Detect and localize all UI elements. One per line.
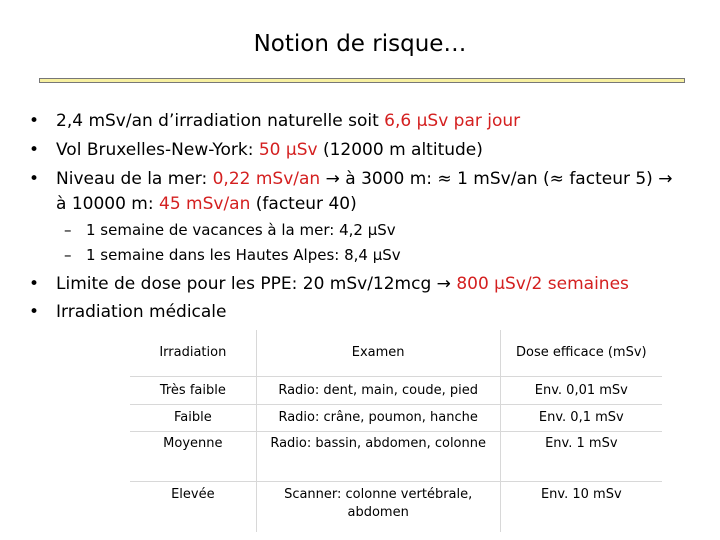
- sub-bullet-sea-holiday: – 1 semaine de vacances à la mer: 4,2 µSv: [86, 219, 706, 241]
- bullet-highlight: 0,22 mSv/an: [212, 169, 321, 189]
- bullet-natural-irradiation: [56, 109, 696, 134]
- bullet-highlight: 50 µSv: [258, 140, 318, 160]
- bullet-highlight: 45 mSv/an: [159, 194, 251, 214]
- cell-dose: Env. 0,01 mSv: [500, 377, 662, 405]
- table-row: [130, 482, 662, 533]
- cell-irradiation: Faible: [130, 405, 256, 432]
- cell-examen: Scanner: colonne vertébrale, abdomen: [256, 482, 500, 533]
- cell-irradiation: Elevée: [130, 482, 256, 533]
- cell-dose: Env. 10 mSv: [540, 487, 622, 502]
- bullet-highlight: 6,6 µSv par jour: [384, 111, 521, 131]
- bullet-flight: [56, 138, 696, 163]
- cell-examen: Radio: dent, main, coude, pied: [256, 377, 500, 405]
- cell-examen: Radio: bassin, abdomen, colonne: [256, 432, 500, 482]
- cell-irradiation: Très faible: [130, 377, 256, 405]
- table-row: [130, 432, 662, 482]
- cell-dose: Env. 0,1 mSv: [500, 405, 662, 432]
- bullet-text: → à 3000 m: ≈ 1 mSv/an (≈ facteur 5) → à 10000 m:: [56, 169, 673, 214]
- cell-irradiation: Moyenne: [130, 432, 256, 482]
- cell-examen: Radio: crâne, poumon, hanche: [256, 405, 500, 432]
- bullet-text: (facteur 40): [250, 194, 357, 214]
- bullet-text: 2,4 mSv/an d’irradiation naturelle soit: [56, 111, 385, 131]
- bullet-medical-irradiation: • Irradiation médicale: [56, 300, 696, 325]
- sub-bullet-alps-holiday: – 1 semaine dans les Hautes Alpes: 8,4 µSv: [86, 244, 706, 266]
- bullet-text: Niveau de la mer:: [56, 169, 213, 189]
- table-row: [130, 405, 662, 432]
- bullet-dose-limit: [56, 272, 696, 297]
- dose-table: [130, 330, 662, 532]
- bullet-highlight: 800 µSv/2 semaines: [456, 274, 629, 294]
- table-header-row: [130, 330, 662, 377]
- title-underline: [39, 78, 685, 83]
- header-examen: Examen: [256, 330, 500, 377]
- table-row: [130, 377, 662, 405]
- bullet-sea-level: [56, 167, 686, 217]
- slide-title: Notion de risque…: [253, 31, 467, 57]
- header-irradiation: Irradiation: [130, 330, 256, 377]
- bullet-text: Vol Bruxelles-New-York:: [56, 140, 259, 160]
- header-dose: Dose efficace (mSv): [500, 330, 662, 377]
- bullet-text: Limite de dose pour les PPE: 20 mSv/12mcg →: [56, 274, 457, 294]
- bullet-text: (12000 m altitude): [317, 140, 483, 160]
- cell-dose: Env. 1 mSv: [500, 432, 662, 482]
